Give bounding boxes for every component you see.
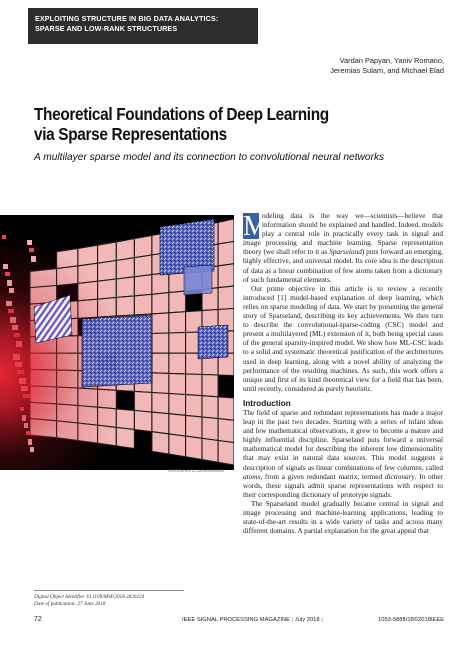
- banner-line-1: EXPLOITING STRUCTURE IN BIG DATA ANALYTICS:: [35, 14, 219, 23]
- magazine-name: IEEE SIGNAL PROCESSING MAGAZINE: [182, 617, 291, 623]
- paragraph-3-emphasis-2: dictionary: [384, 472, 415, 481]
- author-list: [330, 56, 444, 76]
- page-footer: [0, 613, 474, 629]
- paragraph-2: Our prime objective in this article is to review a recently introduced [1] model-based explanation of deep learning, which relies on sparse modeling of data. We start by presenting the general story of Sparseland, describing its key achievements. We then turn to describe the convolutional-sparse-coding (CSC) model and present a multilayered (ML) extension of it, both being special cases of the general sparsity-inspired model. We show how ML-CSC leads to a solid and systematic theoretical justification of the architectures used in deep learning, along with a novel ability of analyzing the performance of the resulting machines. As such, this work offers a unique and first of its kind theoretical view for a field that has been, until recently, considered as purely heuristic.: [243, 284, 443, 393]
- paragraph-1: [243, 212, 443, 285]
- issn-code: 1053-5888/18©2018IEEE: [378, 617, 445, 623]
- title-line-1: Theoretical Foundations of Deep Learning: [34, 104, 329, 124]
- paragraph-4: The Sparseland model gradually became central in signal and image processing and machine-learning applications, leading to state-of-the-art results in a wide variety of tasks and across many different domains. A partial explanation for the great appeal that: [243, 499, 443, 536]
- title-line-2: via Sparse Representations: [34, 124, 227, 144]
- authors-line-1: Vardan Papyan, Yaniv Romano,: [339, 56, 444, 65]
- footer-publication: IEEE SIGNAL PROCESSING MAGAZINE | July 2018 |: [182, 617, 323, 623]
- doi-line: Digital Object Identifier 10.1109/MSP.2018.2820224: [34, 594, 145, 600]
- page-number: 72: [34, 616, 42, 623]
- issue-date: July 2018: [294, 617, 320, 623]
- paragraph-1-text-b: ) puts forward an emerging, highly effective, and universal model. Its core idea is the description of data as a linear combination of few atoms taken from a dictionary of such fundamental elements.: [243, 248, 443, 284]
- doi-note: [34, 590, 184, 607]
- paragraph-3-text-b: , from a given redundant matrix, termed: [260, 472, 385, 481]
- publication-date: Date of publication: 27 June 2018: [34, 600, 106, 607]
- article-body: [243, 212, 443, 536]
- drop-cap: M: [243, 211, 268, 242]
- authors-line-2: Jeremias Sulam, and Michael Elad: [330, 66, 444, 75]
- paragraph-3: [243, 409, 443, 500]
- paragraph-3-emphasis-1: atoms: [243, 472, 261, 481]
- banner-line-2: SPARSE AND LOW-RANK STRUCTURES: [35, 24, 178, 33]
- texture-patch-middle: [82, 315, 152, 387]
- paragraph-3-text-c: . In other words, these signals admit sparse representations with respect to their corresponding dictionary of prototype signals.: [243, 472, 443, 499]
- texture-patch-small: [198, 325, 228, 359]
- texture-patch-right: [184, 265, 212, 295]
- paragraph-1-text-a: odeling data is the way we—scientists—believe that information should be explained and handled. Indeed, models play a central role in practically every task in signal and image processing and machine learning. Sparse representation theory (we shall refer to it as: [243, 212, 443, 257]
- paragraph-3-text-a: The field of sparse and redundant representations has made a major leap in the past two decades. Starting with a series of infant ideas and few mathematical observations, it grew to become a mature and highly influential discipline. Sparseland puts forward a universal mathematical model for describing the inherent low dimensionality that may exist in natural data sources. This model suggests a description of signals as linear combinations of few columns, called: [243, 408, 443, 472]
- article-subtitle: A multilayer sparse model and its connection to convolutional neural networks: [34, 152, 385, 163]
- section-banner: [28, 8, 258, 44]
- image-credit: ©ISTOCKPHOTO.COM/HENRIK5000: [168, 469, 224, 473]
- paragraph-1-emphasis: Sparseland: [329, 248, 362, 257]
- section-heading: Introduction: [243, 398, 291, 408]
- article-title: [34, 104, 404, 144]
- cover-illustration: [0, 215, 234, 470]
